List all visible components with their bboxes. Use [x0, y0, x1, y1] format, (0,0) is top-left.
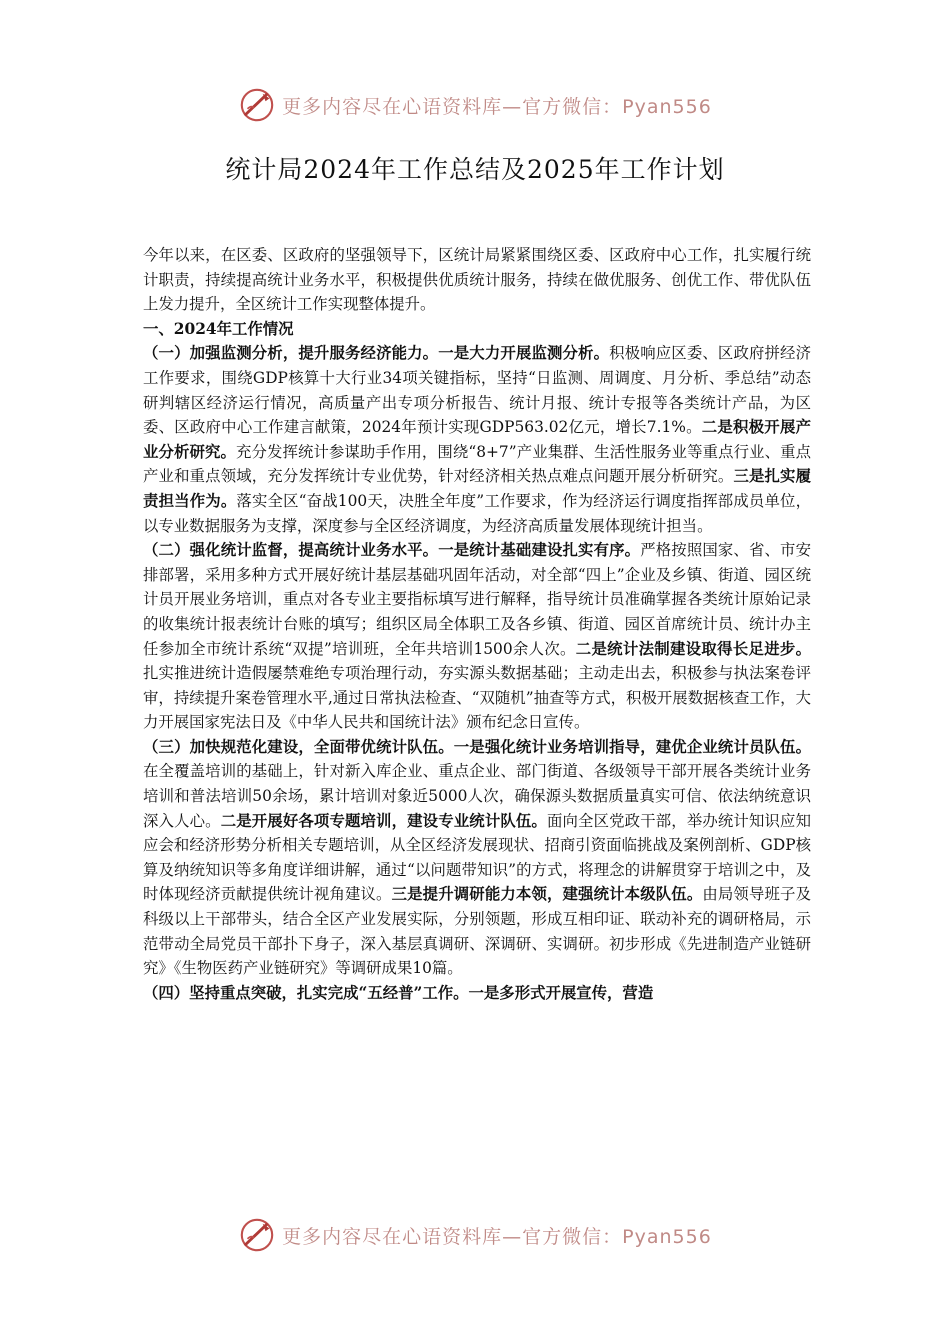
body-text: 由局领导班子及科级以上干部带头，结合全区产业发展实际，分别领题，形成互相印证、联动补充的调研格局，示范带动全局党员干部扑下身子，深入基层真调研、深调研、实调研。初步形成《先进制造产业链研究》《生物医药产业链研究》等调研成果10篇。 — [143, 885, 811, 978]
bold-phrase: （三）加快规范化建设，全面带优统计队伍。一是强化统计业务培训指导，建优企业统计员队伍。 — [143, 737, 811, 756]
document-title: 统计局2024年工作总结及2025年工作计划 — [225, 155, 725, 184]
bold-phrase: （四）坚持重点突破，扎实完成“五经普”工作。一是多形式开展宣传，营造 — [143, 983, 654, 1002]
bold-phrase: （一）加强监测分析，提升服务经济能力。一是大力开展监测分析。 — [143, 344, 610, 363]
pen-logo-icon — [238, 1216, 276, 1254]
document-body — [143, 243, 811, 1005]
watermark-text: 更多内容尽在心语资料库—官方微信：Pyan556 — [282, 95, 712, 118]
bold-phrase: 二是积极开展产业分析研究。 — [143, 418, 811, 461]
bold-phrase: 二是开展好各项专题培训，建设专业统计队伍。 — [220, 811, 547, 830]
pen-logo-icon — [238, 86, 276, 124]
watermark-header — [0, 86, 950, 124]
intro-paragraph: 今年以来，在区委、区政府的坚强领导下，区统计局紧紧围绕区委、区政府中心工作，扎实履行统计职责，持续提高统计业务水平，积极提供优质统计服务，持续在做优服务、创优工作、带优队伍上发力提升，全区统计工作实现整体提升。 — [143, 246, 811, 314]
paragraph-3 — [143, 735, 811, 981]
paragraph-4 — [143, 981, 811, 1006]
body-text: 充分发挥统计参谋助手作用，围绕“8+7”产业集群、生活性服务业等重点行业、重点产业和重点领域，充分发挥统计专业优势，针对经济相关热点难点问题开展分析研究。 — [143, 442, 811, 486]
body-text: 落实全区“奋战100天，决胜全年度”工作要求，作为经济运行调度指挥部成员单位，以专业数据服务为支撑，深度参与全区经济调度，为经济高质量发展体现统计担当。 — [143, 491, 811, 535]
body-text: 在全覆盖培训的基础上，针对新入库企业、重点企业、部门街道、各级领导干部开展各类统计业务培训和普法培训50余场，累计培训对象近5000人次，确保源头数据质量真实可信、依法纳统意识深入人心。 — [143, 762, 811, 830]
body-text: 面向全区党政干部，举办统计知识应知应会和经济形势分析相关专题培训，从全区经济发展现状、招商引资面临挑战及案例剖析、GDP核算及纳统知识等多角度详细讲解，通过“以问题带知识”的方式，将理念的讲解贯穿于培训之中，及时体现经济贡献提供统计视角建议。 — [143, 811, 811, 904]
bold-phrase: 三是扎实履责担当作为。 — [143, 467, 811, 510]
body-text: 积极响应区委、区政府拼经济工作要求，围绕GDP核算十大行业34项关键指标，坚持“日监测、周调度、月分析、季总结”动态研判辖区经济运行情况，高质量产出专项分析报告、统计月报、统计专报等各类统计产品，为区委、区政府中心工作建言献策，2024年预计实现GDP563.02亿元，增长7.1%。 — [143, 344, 811, 437]
bold-phrase: 二是统计法制建设取得长足进步。 — [575, 639, 811, 658]
body-text: 严格按照国家、省、市安排部署，采用多种方式开展好统计基层基础巩固年活动，对全部“四上”企业及乡镇、街道、园区统计员开展业务培训，重点对各专业主要指标填写进行解释，指导统计员准确掌握各类统计原始记录的收集统计报表统计台账的填写；组织区局全体职工及各乡镇、街道、园区首席统计员、统计办主任参加全市统计系统“双提”培训班，全年共培训1500余人次。 — [143, 541, 811, 658]
bold-phrase: （二）强化统计监督，提高统计业务水平。一是统计基础建设扎实有序。 — [143, 541, 641, 560]
watermark-text: 更多内容尽在心语资料库—官方微信：Pyan556 — [282, 1225, 712, 1248]
body-text: 扎实推进统计造假屡禁难绝专项治理行动，夯实源头数据基础；主动走出去，积极参与执法案卷评审，持续提升案卷管理水平,通过日常执法检查、“双随机”抽查等方式，积极开展数据核查工作，大力开展国家宪法日及《中华人民共和国统计法》颁布纪念日宣传。 — [143, 664, 811, 732]
paragraph-2 — [143, 538, 811, 735]
bold-phrase: 三是提升调研能力本领，建强统计本级队伍。 — [391, 885, 703, 904]
watermark-footer — [0, 1216, 950, 1254]
paragraph-1 — [143, 341, 811, 538]
section-heading: 一、2024年工作情况 — [143, 319, 294, 338]
